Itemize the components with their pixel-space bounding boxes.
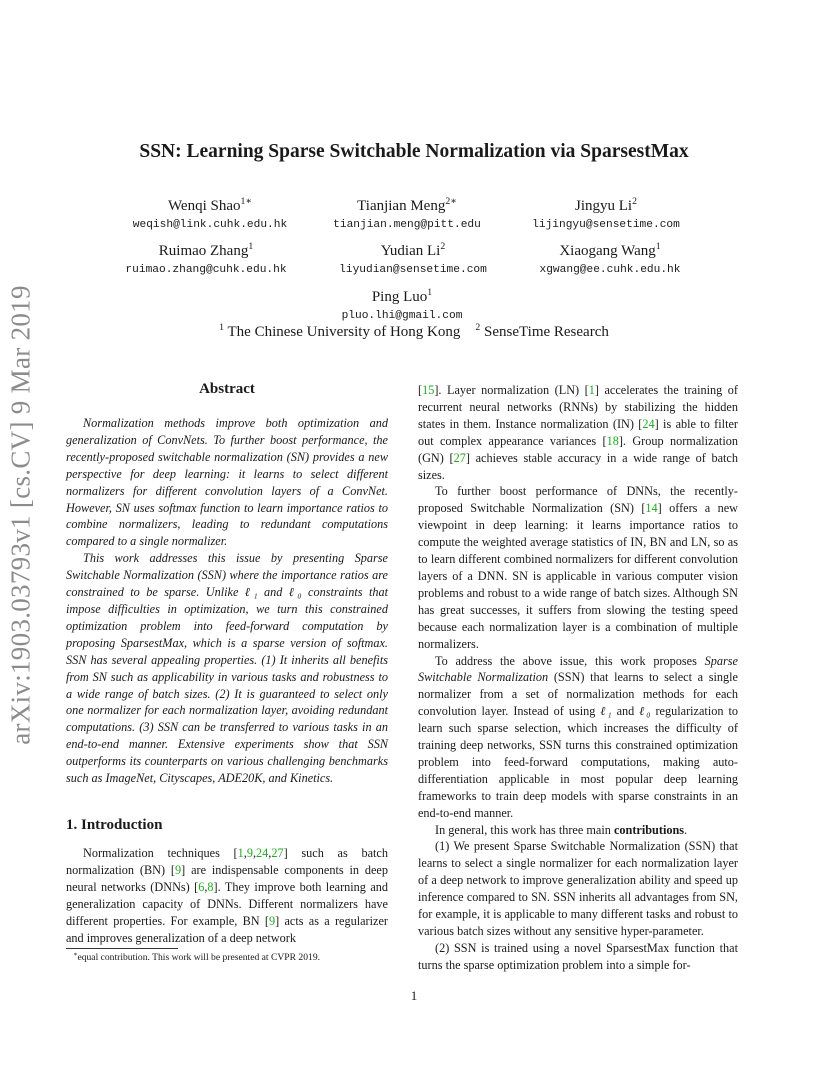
page-number: 1 [410,988,418,1003]
citation-link[interactable]: 8 [207,879,214,894]
author-block [297,197,517,231]
author-email: liyudian@sensetime.com [339,264,487,276]
author-name: Tianjian Meng$^{2∗}$ [357,196,457,214]
intro-paragraph: Normalization techniques [1,9,24,27] such as batch normalization (BN) [9] are indispensable components in deep neural networks (DNNs) [6,8]. They improve both learning and generalization capacity of DNNs. Different normalizers have different properties. For example, BN [9] acts as a regularizer and improves generalization of a deep network [66,846,389,945]
section-heading: 1. Introduction [66,817,163,833]
citation-link[interactable]: 27 [271,846,284,860]
citation-link[interactable]: 6 [198,879,205,894]
body-paragraph: (1) We present Sparse Switchable Normalization (SSN) that learns to select a single normalizer for each normalization layer of a deep network to improve generalization ability and speed up inference compared to SN. SSN inherits all advantages from SN, for example, it is applicable to many different tasks and robust to various batch sizes without any sensitive hyper-parameter. [418,839,738,938]
author-name: Ping Luo$^1$ [371,287,433,305]
paper-title: SSN: Learning Sparse Switchable Normalization via SparsestMax [139,141,689,162]
author-block [496,197,716,231]
body-paragraph: [15]. Layer normalization (LN) [1] accelerates the training of recurrent neural networks (RNNs) by stabilizing the hidden states in them. Instance normalization (IN) [24] is able to filter out complex appearance variances [18]. Group normalization (GN) [27] achieves stable accuracy in a wide range of batch sizes. [418,383,738,482]
footnote-rule [66,948,178,949]
author-email: lijingyu@sensetime.com [532,219,680,231]
author-name: Jingyu Li$^2$ [575,196,637,214]
arxiv-watermark: arXiv:1903.03793v1 [cs.CV] 9 Mar 2019 [5,285,36,745]
affiliations: $^1$ The Chinese University of Hong Kong $^2$ SenseTime Research [219,322,609,340]
footnote: ∗equal contribution. This work will be presented at CVPR 2019. [73,950,321,963]
body-paragraph: (2) SSN is trained using a novel SparsestMax function that turns the sparse optimization problem into a simple for- [418,940,738,972]
author-name: Yudian Li$^2$ [380,241,446,259]
body-paragraph: To address the above issue, this work proposes Sparse Switchable Normalization (SSN) that learns to select a single normalizer from a set of normalization methods for each convolution layer. Instead of using ℓ₁ and ℓ₀ regularization to learn such sparse selection, which increases the difficulty of training deep networks, SSN turns this constrained optimization problem into feed-forward computations, making auto-differentiation applicable in most popular deep learning frameworks to train deep models with sparse constraints in an end-to-end manner. [418,653,738,820]
citation-link[interactable]: 18 [606,433,619,448]
abstract-body [66,415,388,787]
citation-link[interactable]: 1 [237,846,244,860]
citation-link[interactable]: 15 [422,383,435,397]
citation-link[interactable]: 9 [269,913,276,928]
body-paragraph: In general, this work has three main contributions. [435,822,688,837]
citation-link[interactable]: 9 [246,846,253,860]
citation-link[interactable]: 27 [453,450,466,465]
abstract-paragraph: Normalization methods improve both optimization and generalization of ConvNets. To further boost performance, the recently-proposed switchable normalization (SN) provides a new perspective for deep learning: it learns to select different normalizers for different convolution layers of a ConvNet. However, SN uses softmax function to learn importance ratios to combine normalizers, leading to redundant computations compared to a single normalizer. [66,416,388,549]
author-name: Wenqi Shao$^{1∗}$ [167,196,253,214]
author-email: weqish@link.cuhk.edu.hk [132,219,288,231]
right-column [418,382,738,974]
author-block [500,242,720,276]
intro-body [66,845,388,946]
author-name: Xiaogang Wang$^1$ [559,241,661,259]
abstract-paragraph: This work addresses this issue by presenting Sparse Switchable Normalization (SSN) where the importance ratios are constrained to be sparse. Unlike ℓ₁ and ℓ₀ constraints that impose difficulties in optimization, we turn this constrained optimization problem into feed-forward computation by proposing SparsestMax, which is a sparse version of softmax. SSN has several appealing properties. (1) It inherits all benefits from SN such as applicability in various tasks and robustness to a wide range of batch sizes. (2) It is guaranteed to select only one normalizer for each normalization layer, avoiding redundant computations. (3) SSN can be transferred to various tasks in an end-to-end manner. Extensive experiments show that SSN outperforms its counterparts on various challenging benchmarks such as ImageNet, Cityscapes, ADE20K, and Kinetics. [66,551,388,786]
author-block [292,288,512,322]
author-email: xgwang@ee.cuhk.edu.hk [539,264,681,276]
body-paragraph: To further boost performance of DNNs, the recently-proposed Switchable Normalization (SN) [14] offers a new viewpoint in deep learning: it learns importance ratios to compute the weighted average statistics of IN, BN and LN, so as to learn different combined normalizers for different convolution layers of a DNN. SN is applicable in various computer vision problems and robust to a wide range of batch sizes. Although SN has great successes, it suffers from slowing the testing speed because each normalization layer is a combination of multiple normalizers. [418,484,738,651]
author-email: tianjian.meng@pitt.edu [333,219,481,231]
author-block [303,242,523,276]
author-block [100,197,320,231]
citation-link[interactable]: 14 [645,501,658,516]
author-block [96,242,316,276]
author-name: Ruimao Zhang$^1$ [158,241,254,259]
author-email: ruimao.zhang@cuhk.edu.hk [125,264,287,276]
citation-link[interactable]: 24 [642,416,655,431]
author-email: pluo.lhi@gmail.com [341,310,463,322]
citation-link[interactable]: 24 [256,846,269,860]
citation-link[interactable]: 9 [175,862,182,877]
abstract-heading: Abstract [199,381,255,397]
citation-link[interactable]: 1 [588,383,595,397]
